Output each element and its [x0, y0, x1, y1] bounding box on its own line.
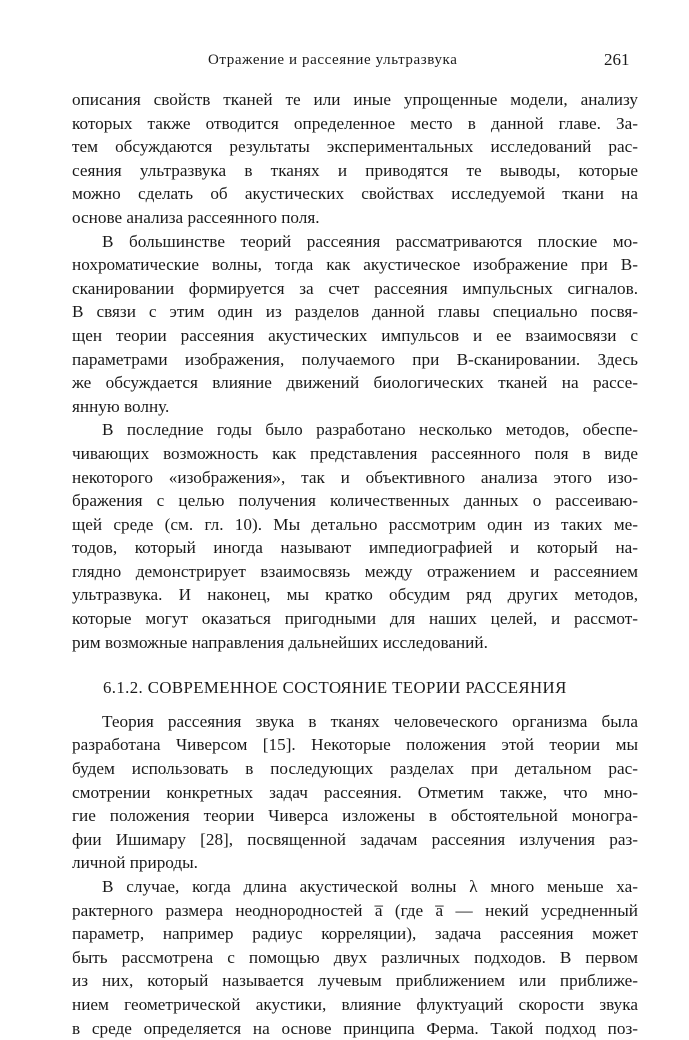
text-line: Теория рассеяния звука в тканях человеческого организма была — [102, 711, 638, 731]
page-number: 261 — [604, 50, 630, 69]
running-header — [0, 50, 689, 72]
section-heading: 6.1.2. СОВРЕМЕННОЕ СОСТОЯНИЕ ТЕОРИИ РАССЕЯНИЯ — [103, 678, 567, 698]
text-line: параметрами изображения, получаемого при В-сканировании. Здесь — [72, 349, 638, 369]
text-line: фии Ишимару [28], посвященной задачам рассеяния излучения раз- — [72, 829, 638, 849]
text-line: В случае, когда длина акустической волны λ много меньше ха- — [102, 877, 638, 896]
text-line: рактерного размера неоднородностей a̅ (где a̅ — некий усредненный — [72, 900, 638, 920]
text-line: В последние годы было разработано несколько методов, обеспе- — [102, 420, 638, 440]
text-line: нохроматические волны, тогда как акустическое изображение при В- — [72, 255, 638, 275]
text-line: щей среде (см. гл. 10). Мы детально рассмотрим один из таких ме- — [72, 514, 638, 534]
text-line: сеяния ультразвука в тканях и приводятся те выводы, которые — [72, 160, 638, 180]
text-line: сканировании формируется за счет рассеяния импульсных сигналов. — [72, 278, 638, 298]
text-line: можно сделать об акустических свойствах исследуемой ткани на — [72, 184, 638, 204]
text-line: чивающих возможность как представления рассеянного поля в виде — [72, 443, 638, 463]
text-line: же обсуждается влияние движений биологических тканей на рассе- — [72, 373, 638, 393]
text-line: тем обсуждаются результаты экспериментальных исследований рас- — [72, 137, 638, 157]
text-line: щен теории рассеяния акустических импульсов и ее взаимосвязи с — [72, 325, 638, 345]
text-line: в среде определяется на основе принципа Ферма. Такой подход поз- — [72, 1018, 638, 1038]
paragraph — [72, 88, 638, 230]
paragraph — [72, 875, 638, 1040]
text-line: быть рассмотрена с помощью двух различных подходов. В первом — [72, 947, 638, 967]
text-line: описания свойств тканей те или иные упрощенные модели, анализу — [72, 90, 638, 109]
text-line: из них, который называется лучевым приближением или приближе- — [72, 971, 638, 991]
text-line: которые могут оказаться пригодными для наших целей, и рассмот- — [72, 609, 638, 629]
text-line: личной природы. — [72, 853, 198, 873]
text-line: ультразвука. И наконец, мы кратко обсудим ряд других методов, — [72, 585, 638, 605]
text-line: некоторого «изображения», так и объективного анализа этого изо- — [72, 467, 638, 487]
text-line: глядно демонстрирует взаимосвязь между отражением и рассеянием — [72, 561, 638, 581]
text-line: гие положения теории Чиверса изложены в обстоятельной моногра- — [72, 806, 638, 826]
text-line: тодов, который иногда называют импедиографией и который на- — [72, 538, 638, 558]
text-line: параметр, например радиус корреляции), задача рассеяния может — [72, 924, 638, 944]
text-line: смотрении конкретных задач рассеяния. Отметим также, что мно- — [72, 782, 638, 802]
text-line: рим возможные направления дальнейших исследований. — [72, 632, 488, 652]
running-title: Отражение и рассеяние ультразвука — [208, 52, 458, 68]
text-line: нием геометрической акустики, влияние флуктуаций скорости звука — [72, 994, 638, 1014]
text-line: разработана Чиверсом [15]. Некоторые положения этой теории мы — [72, 735, 638, 755]
text-body — [72, 88, 638, 1040]
paragraph — [72, 418, 638, 654]
text-line: будем использовать в последующих разделах при детальном рас- — [72, 759, 638, 779]
text-line: которых также отводится определенное место в данной главе. За- — [72, 113, 638, 133]
text-line: В связи с этим один из разделов данной главы специально посвя- — [72, 302, 638, 322]
paragraph — [72, 230, 638, 419]
paragraph — [72, 710, 638, 875]
text-line: В большинстве теорий рассеяния рассматриваются плоские мо- — [102, 231, 638, 251]
text-line: янную волну. — [72, 396, 170, 416]
text-line: бражения с целью получения количественных данных о рассеиваю- — [72, 491, 638, 511]
text-line: основе анализа рассеянного поля. — [72, 207, 320, 227]
